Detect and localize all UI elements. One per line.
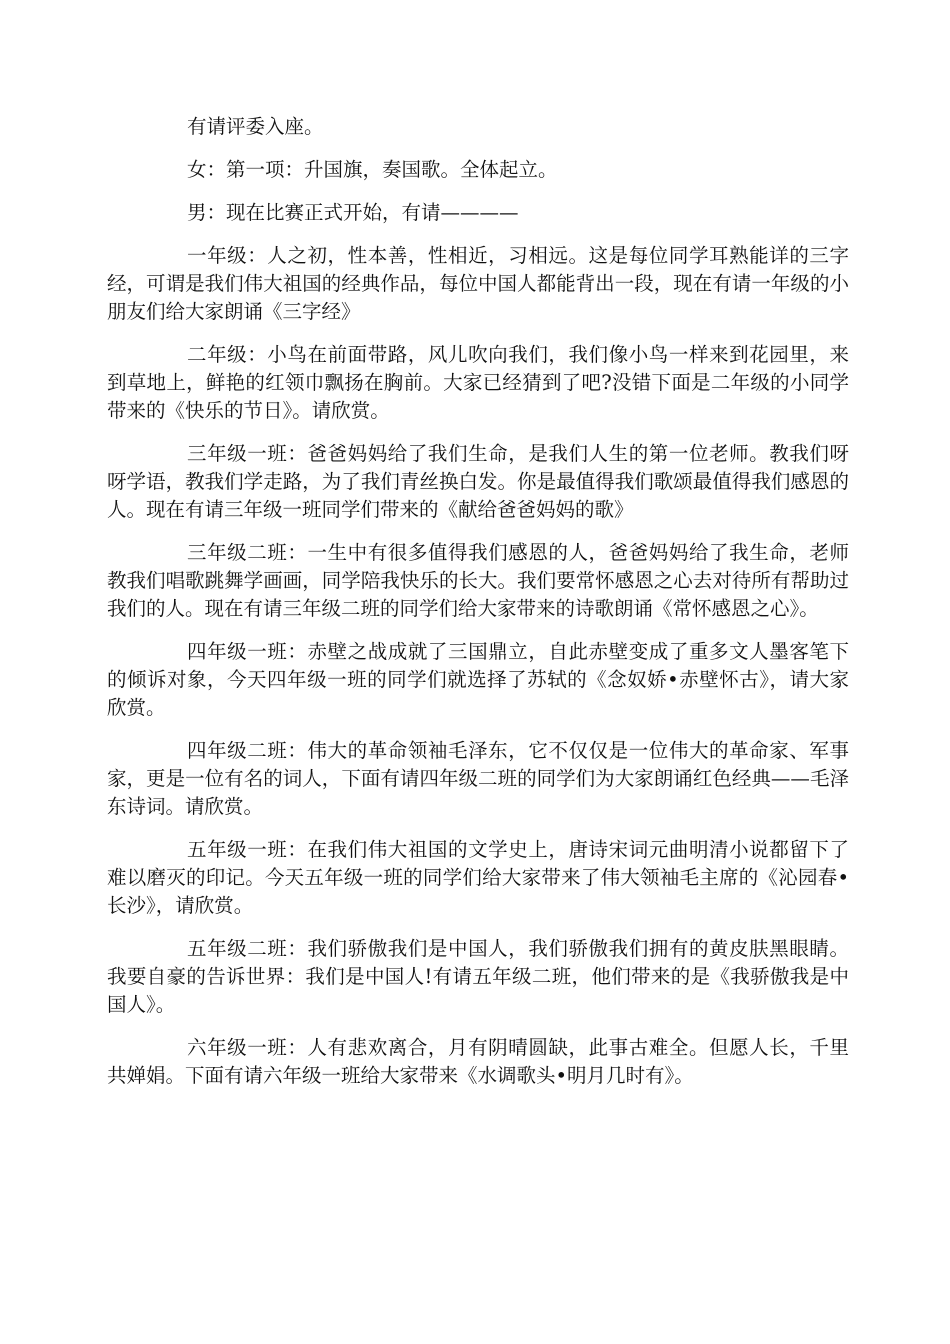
- paragraph-3: 男：现在比赛正式开始，有请————: [187, 201, 519, 224]
- paragraph-7: 三年级二班：一生中有很多值得我们感恩的人，爸爸妈妈给了我生命，老师教我们唱歌跳舞学画画，同学陪我快乐的长大。我们要常怀感恩之心去对待所有帮助过我们的人。现在有请三年级二班的同学们给大家带来的诗歌朗诵《常怀感恩之心》。: [107, 541, 849, 620]
- paragraph-6: 三年级一班：爸爸妈妈给了我们生命，是我们人生的第一位老师。教我们呀呀学语，教我们学走路，为了我们青丝换白发。你是最值得我们歌颂最值得我们感恩的人。现在有请三年级一班同学们带来的《献给爸爸妈妈的歌》: [107, 442, 849, 521]
- paragraph-9: 四年级二班：伟大的革命领袖毛泽东，它不仅仅是一位伟大的革命家、军事家，更是一位有名的词人，下面有请四年级二班的同学们为大家朗诵红色经典——毛泽东诗词。请欣赏。: [107, 739, 849, 818]
- document-body: [107, 113, 849, 1105]
- paragraph-4: 一年级：人之初，性本善，性相近，习相远。这是每位同学耳熟能详的三字经，可谓是我们伟大祖国的经典作品，每位中国人都能背出一段，现在有请一年级的小朋友们给大家朗诵《三字经》: [107, 244, 849, 323]
- paragraph-8: 四年级一班：赤壁之战成就了三国鼎立，自此赤壁变成了重多文人墨客笔下的倾诉对象，今天四年级一班的同学们就选择了苏轼的《念奴娇•赤壁怀古》，请大家欣赏。: [107, 640, 849, 719]
- paragraph-2: 女：第一项：升国旗，奏国歌。全体起立。: [187, 158, 558, 181]
- paragraph-10: 五年级一班：在我们伟大祖国的文学史上，唐诗宋词元曲明清小说都留下了难以磨灭的印记。今天五年级一班的同学们给大家带来了伟大领袖毛主席的《沁园春•长沙》，请欣赏。: [107, 838, 849, 917]
- paragraph-12: 六年级一班：人有悲欢离合，月有阴晴圆缺，此事古难全。但愿人长，千里共婵娟。下面有请六年级一班给大家带来《水调歌头•明月几时有》。: [107, 1036, 849, 1087]
- paragraph-1: 有请评委入座。: [187, 115, 324, 138]
- paragraph-11: 五年级二班：我们骄傲我们是中国人，我们骄傲我们拥有的黄皮肤黑眼睛。我要自豪的告诉世界：我们是中国人!有请五年级二班，他们带来的是《我骄傲我是中国人》。: [107, 937, 849, 1016]
- paragraph-5: 二年级：小鸟在前面带路，风儿吹向我们，我们像小鸟一样来到花园里，来到草地上，鲜艳的红领巾飘扬在胸前。大家已经猜到了吧?没错下面是二年级的小同学带来的《快乐的节日》。请欣赏。: [107, 343, 849, 422]
